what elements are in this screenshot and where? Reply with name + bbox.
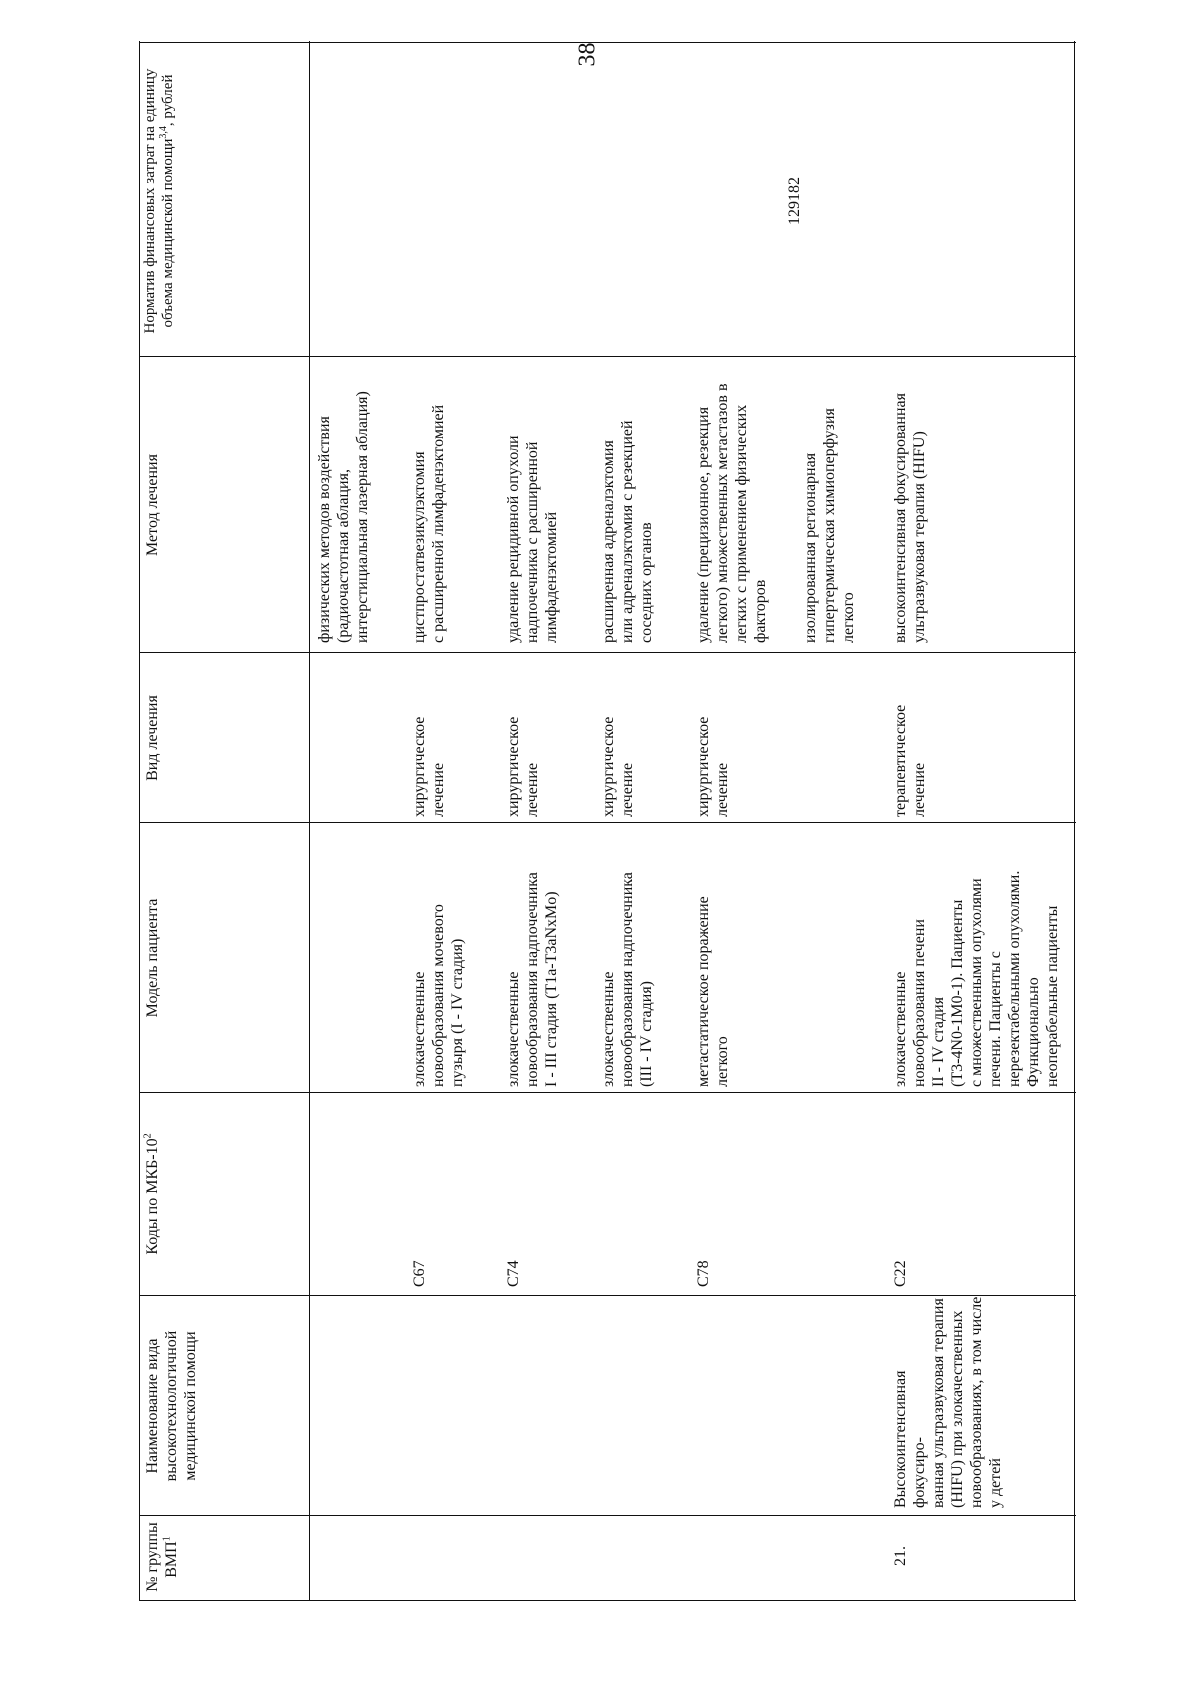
method-cell: изолированная регионарная гипертермическая химиоперфузия легкого bbox=[802, 408, 857, 643]
header-name: Наименование вида высокотехнологичной медицинской помощи bbox=[144, 1330, 199, 1482]
header-method: Метод лечения bbox=[144, 454, 161, 556]
column-divider bbox=[139, 1092, 1076, 1093]
type-cell: хирургическое лечение bbox=[600, 716, 636, 817]
method-cell: цистпростатвезикулэктомия с расширенной лимфаденэктомией bbox=[411, 404, 447, 643]
model-cell: злокачественные новообразования мочевого пузыря (I - IV стадия) bbox=[411, 904, 466, 1087]
model-cell: злокачественные новообразования печени II - IV стадия (T3-4N0-1M0-1). Пациенты с множественными опухолями печени. Пациенты с нерезектабельными опухолями. Функционально неоперабельные пациенты bbox=[892, 870, 1061, 1087]
type-cell: терапевтическое лечение bbox=[892, 704, 928, 817]
table-border-right bbox=[139, 42, 1076, 43]
header-codes: Коды по МКБ-$10^2$ bbox=[142, 1133, 161, 1255]
model-cell: злокачественные новообразования надпочечника I - III стадия (T1a-T3aNxMo) bbox=[505, 872, 560, 1087]
header-model: Модель пациента bbox=[144, 898, 161, 1018]
method-cell: высокоинтенсивная фокусированная ультразвуковая терапия (HIFU) bbox=[892, 393, 928, 643]
treatment-table bbox=[139, 41, 1076, 1601]
method-cell: физических методов воздействия (радиочастотная аблация, интерстициальная лазерная аблация) bbox=[316, 391, 371, 643]
table-border-top bbox=[139, 41, 140, 1601]
header-norm: Норматив финансовых затрат на единицу объема медицинской помощи$^{3,4}$, рублей bbox=[142, 68, 176, 334]
code-cell: C67 bbox=[411, 1260, 428, 1287]
type-cell: хирургическое лечение bbox=[411, 716, 447, 817]
type-cell: хирургическое лечение bbox=[695, 716, 731, 817]
method-cell: удаление рецидивной опухоли надпочечника с расширенной лимфаденэктомией bbox=[505, 435, 560, 643]
column-divider bbox=[139, 652, 1076, 653]
table-border-left bbox=[139, 1600, 1076, 1601]
page-number: 38 bbox=[574, 42, 601, 66]
column-divider bbox=[139, 822, 1076, 823]
header-group-no: № группы ВМП$^1$ bbox=[144, 1522, 180, 1592]
method-cell: расширенная адреналэктомия или адреналэктомия с резекцией соседних органов bbox=[600, 420, 655, 643]
header-type: Вид лечения bbox=[144, 695, 161, 781]
header-divider bbox=[309, 41, 310, 1601]
code-cell: C78 bbox=[695, 1260, 712, 1287]
norm-cell: 129182 bbox=[786, 177, 803, 225]
table-border-bottom bbox=[1074, 41, 1075, 1601]
name-cell: Высокоинтенсивная фокусиро- ванная ультразвуковая терапия (HIFU) при злокачественных новообразованиях, в том числе у детей bbox=[892, 1296, 1004, 1508]
model-cell: злокачественные новообразования надпочечника (III - IV стадия) bbox=[600, 872, 655, 1087]
code-cell: C74 bbox=[505, 1260, 522, 1287]
method-cell: удаление (прецизионное, резекция легкого) множественных метастазов в легких с применением физических факторов bbox=[695, 383, 769, 643]
column-divider bbox=[139, 1515, 1076, 1516]
type-cell: хирургическое лечение bbox=[505, 716, 541, 817]
group-number-cell: 21. bbox=[892, 1546, 909, 1566]
model-cell: метастатическое поражение легкого bbox=[695, 896, 731, 1087]
code-cell: C22 bbox=[892, 1260, 909, 1287]
